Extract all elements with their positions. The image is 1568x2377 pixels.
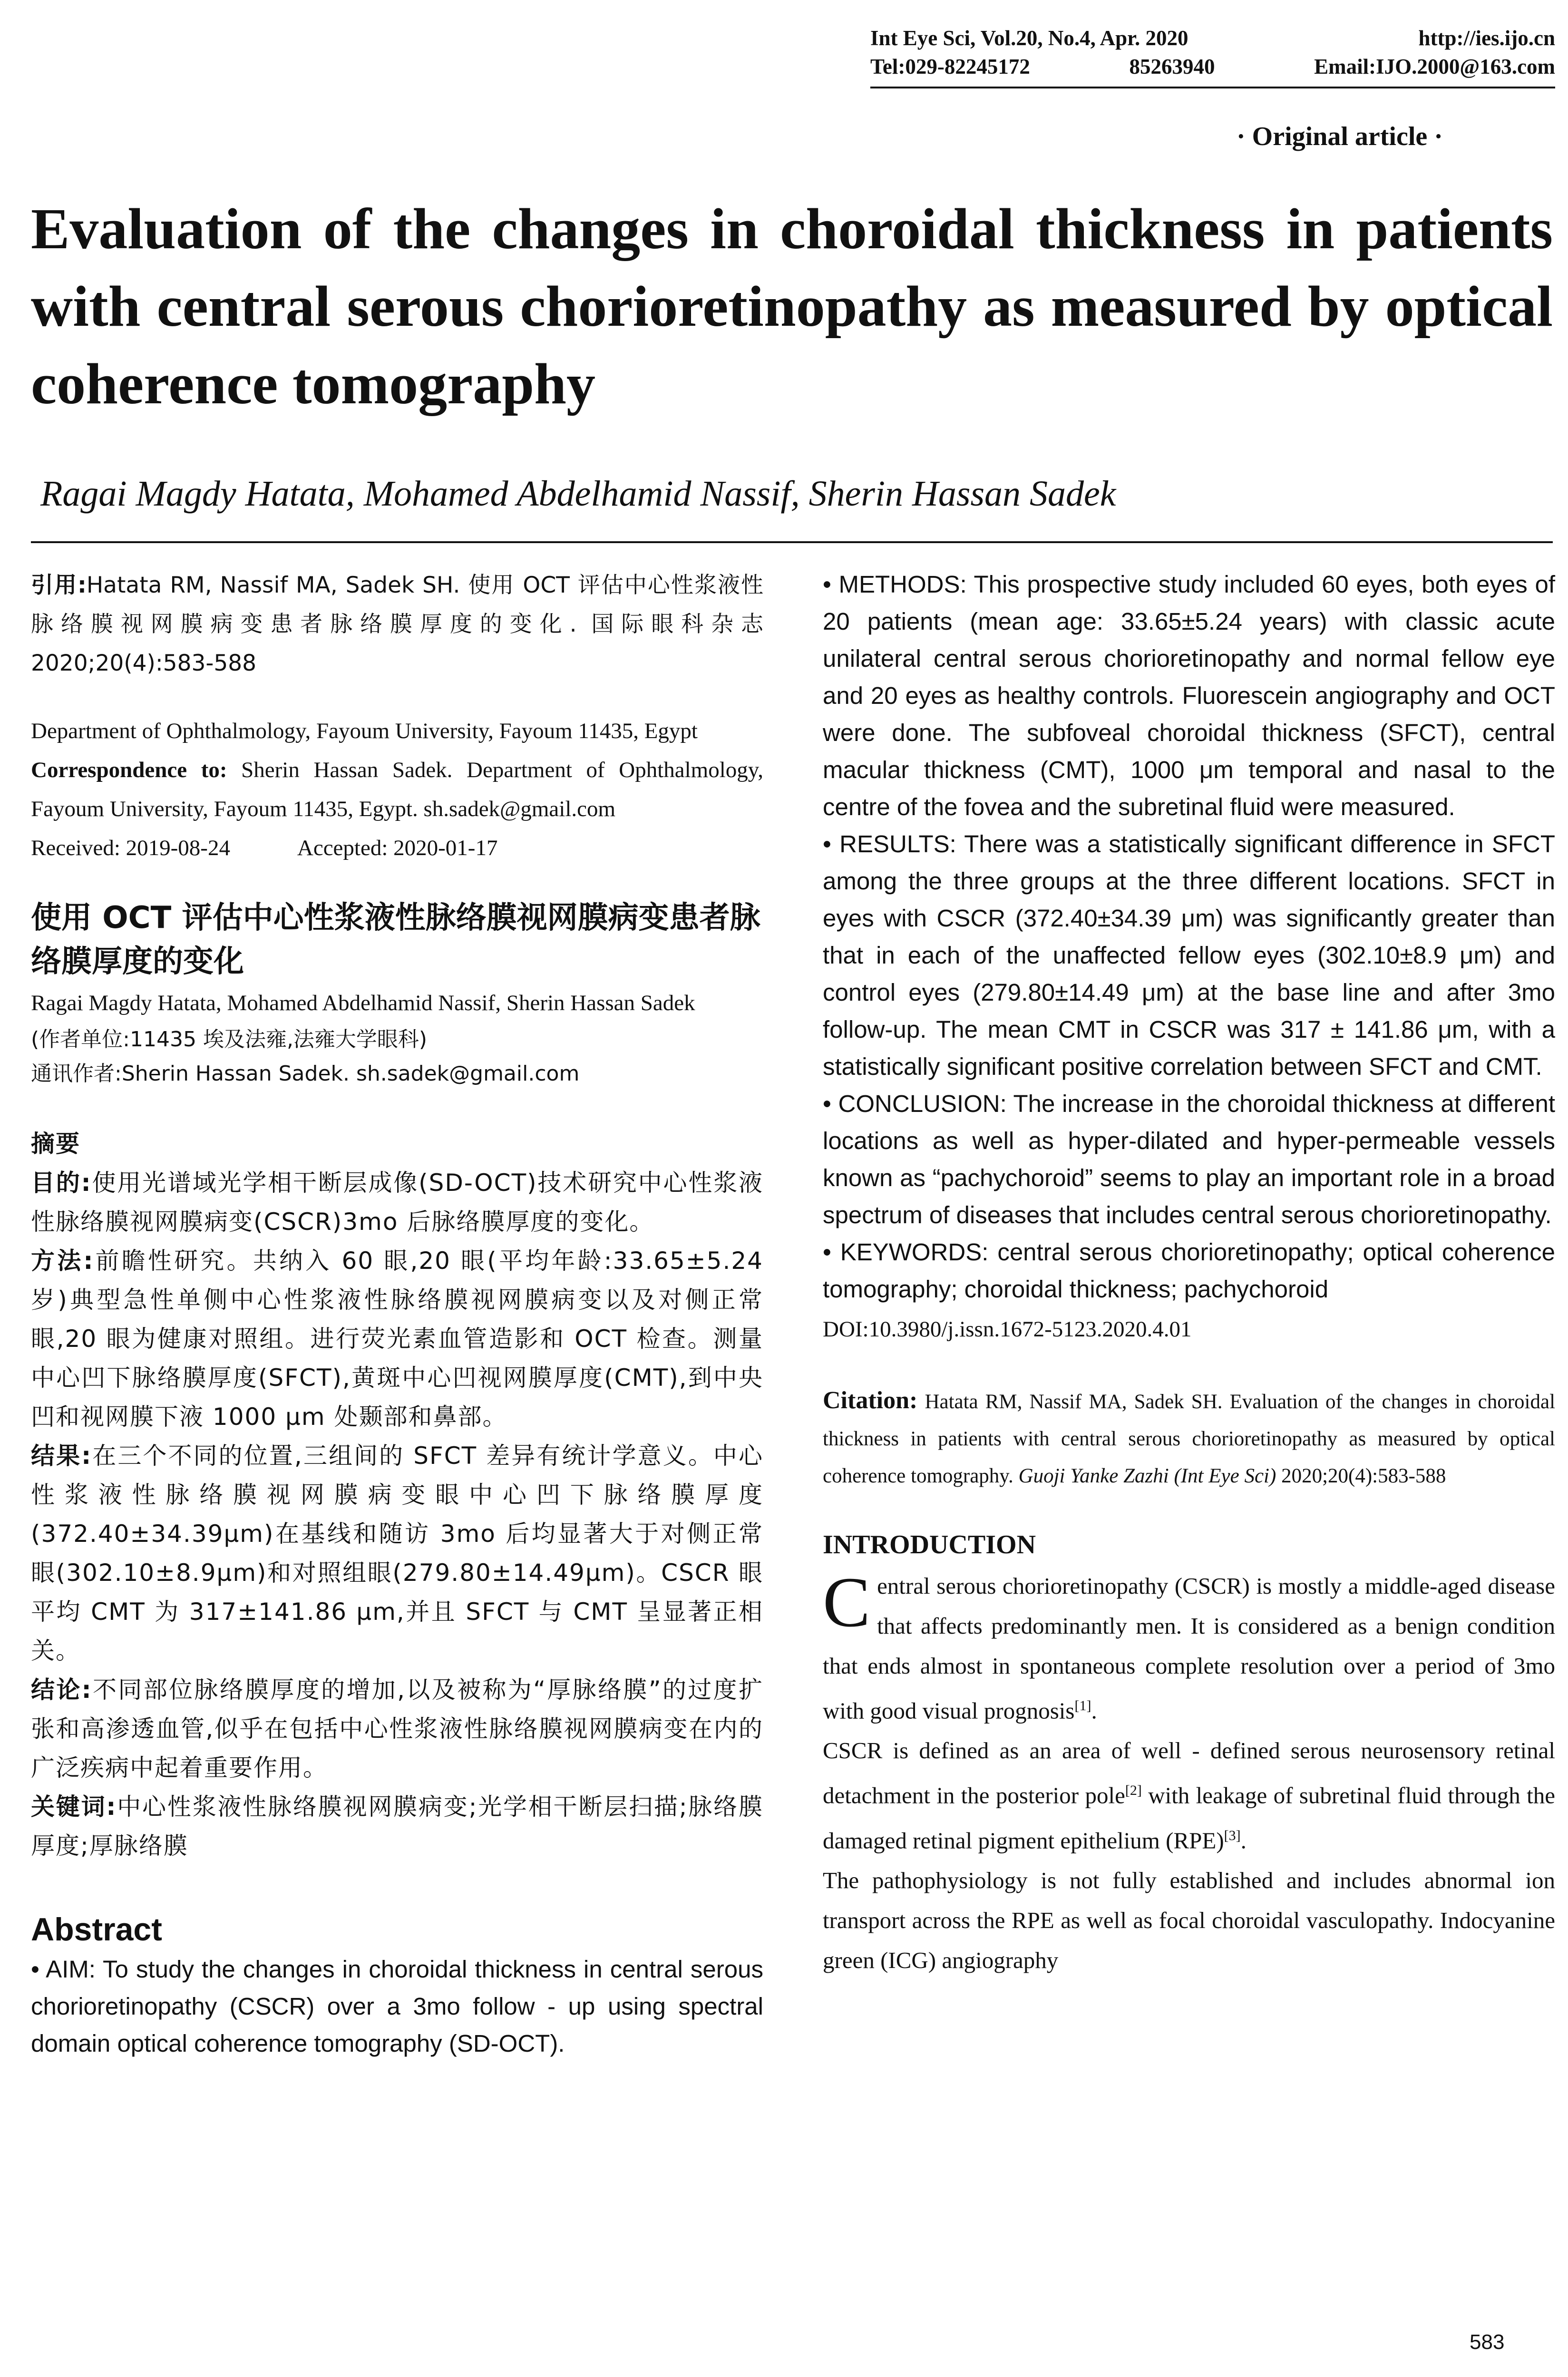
intro-p2a-text: CSCR is defined as an area of well - defined serous neurosensory retinal detachment in the posterior pole — [823, 1737, 1555, 1809]
page-number: 583 — [1470, 2330, 1505, 2354]
title-rule — [31, 541, 1553, 543]
cn-authors: Ragai Magdy Hatata, Mohamed Abdelhamid Nassif, Sherin Hassan Sadek — [31, 991, 695, 1015]
cn-aim-text: 使用光谱域光学相干断层成像(SD-OCT)技术研究中心性浆液性脉络膜视网膜病变(CSCR)3mo 后脉络膜厚度的变化。 — [31, 1169, 763, 1236]
cn-correspondence: 通讯作者:Sherin Hassan Sadek. sh.sadek@gmail.com — [31, 1062, 580, 1086]
cn-conclusion-label: 结论: — [31, 1676, 92, 1704]
citation-text: Hatata RM, Nassif MA, Sadek SH. Evaluation of the changes in choroidal thickness in patients with central serous chorioretinopathy as measured by optical coherence tomography. — [823, 1391, 1556, 1487]
correspondence — [31, 750, 763, 828]
journal-email[interactable]: Email:IJO.2000@163.com — [1314, 55, 1555, 78]
cn-aim — [31, 1163, 763, 1241]
ref-3[interactable]: [3] — [1224, 1827, 1241, 1843]
abstract-keywords: • KEYWORDS: central serous chorioretinopathy; optical coherence tomography; choroidal thickness; pachychoroid — [823, 1238, 1555, 1303]
journal-header — [870, 24, 1555, 81]
intro-heading: INTRODUCTION — [823, 1530, 1036, 1559]
cn-conclusion-text: 不同部位脉络膜厚度的增加,以及被称为“厚脉络膜”的过度扩张和高渗透血管,似乎在包括中心性浆液性脉络膜视网膜病变在内的广泛疾病中起着重要作用。 — [31, 1676, 763, 1782]
citation — [823, 1382, 1555, 1495]
cn-conclusion — [31, 1670, 763, 1787]
dates — [31, 828, 763, 867]
right-column — [823, 566, 1555, 1980]
cn-methods-text: 前瞻性研究。共纳入 60 眼,20 眼(平均年龄:33.65±5.24 岁)典型急性单侧中心性浆液性脉络膜视网膜病变以及对侧正常眼,20 眼为健康对照组。进行荧光素血管造影和 OCT 检查。测量中心凹下脉络膜厚度(SFCT),黄斑中心凹视网膜厚度(CMT),到中央凹和视网膜下液 1000 μm 处颞部和鼻部。 — [31, 1247, 763, 1431]
intro-paragraph-3: The pathophysiology is not fully established and includes abnormal ion transport across the RPE as well as focal choroidal vasculopathy. Indocyanine green (ICG) angiography — [823, 1867, 1555, 1973]
header-rule — [870, 87, 1555, 88]
abstract-methods: • METHODS: This prospective study included 60 eyes, both eyes of 20 patients (mean age: 33.65±5.24 years) with classic acute unilateral central serous chorioretinopathy and normal fellow eye and 20 eyes as healthy controls. Fluorescein angiography and OCT were done. The subfoveal choroidal thickness (SFCT), central macular thickness (CMT), 1000 μm temporal and nasal to the centre of the fovea and the subretinal fluid were measured. — [823, 571, 1555, 820]
cite-label: 引用: — [31, 572, 87, 598]
abstract-heading: Abstract — [31, 1911, 162, 1948]
intro-p1-text: entral serous chorioretinopathy (CSCR) is mostly a middle-aged disease that affects predominantly men. It is considered as a benign condition that ends almost in spontaneous complete resolution over a period of 3mo with good visual prognosis — [823, 1573, 1555, 1724]
cn-methods — [31, 1241, 763, 1436]
cn-aim-label: 目的: — [31, 1169, 92, 1197]
correspondence-text: Sherin Hassan Sadek. Department of Ophthalmology, Fayoum University, Fayoum 11435, Egypt. sh.sadek@gmail.com — [31, 758, 763, 821]
abstract-results: • RESULTS: There was a statistically significant difference in SFCT among the three groups at the three different locations. SFCT in eyes with CSCR (372.40±34.39 μm) was significantly greater than that in each of the unaffected fellow eyes (302.10±8.9 μm) and control eyes (279.80±14.49 μm) at the base line and after 3mo follow-up. The mean CMT in CSCR was 317 ± 141.86 μm, with a statistically significant positive correlation between SFCT and CMT. — [823, 830, 1555, 1080]
cn-results-label: 结果: — [31, 1442, 92, 1470]
abstract-conclusion: • CONCLUSION: The increase in the choroidal thickness at different locations as well as hyper-dilated and hyper-permeable vessels known as “pachychoroid” seems to play an important role in a broad spectrum of diseases that includes central serous chorioretinopathy. — [823, 1090, 1555, 1228]
received-date: Received: 2019-08-24 — [31, 836, 230, 860]
left-column — [31, 566, 763, 2062]
ref-1[interactable]: [1] — [1074, 1698, 1091, 1714]
journal-tel2: 85263940 — [1129, 55, 1215, 78]
cn-keywords — [31, 1787, 763, 1865]
citation-tail: 2020;20(4):583-588 — [1281, 1465, 1446, 1487]
cn-keywords-text: 中心性浆液性脉络膜视网膜病变;光学相干断层扫描;脉络膜厚度;厚脉络膜 — [31, 1793, 763, 1860]
cn-abstract-heading: 摘要 — [31, 1130, 80, 1158]
cn-results — [31, 1436, 763, 1670]
ref-2[interactable]: [2] — [1125, 1783, 1142, 1799]
cn-results-text: 在三个不同的位置,三组间的 SFCT 差异有统计学意义。中心性浆液性脉络膜视网膜病变眼中心凹下脉络膜厚度(372.40±34.39μm)在基线和随访 3mo 后均显著大于对侧正常眼(302.10±8.9μm)和对照组眼(279.80±14.49μm)。CSCR 眼平均 CMT 为 317±141.86 μm,并且 SFCT 与 CMT 呈显著正相关。 — [31, 1442, 763, 1665]
cn-keywords-label: 关键词: — [31, 1793, 117, 1821]
intro-paragraph-1: Central serous chorioretinopathy (CSCR) is mostly a middle-aged disease that affects predominantly men. It is considered as a benign condition that ends almost in spontaneous complete resolution over a period of 3mo with good visual prognosis[1]. — [823, 1563, 1555, 1724]
doi[interactable]: DOI:10.3980/j.issn.1672-5123.2020.4.01 — [823, 1317, 1192, 1342]
cn-title: 使用 OCT 评估中心性浆液性脉络膜视网膜病变患者脉络膜厚度的变化 — [31, 900, 760, 979]
intro-p2b-text: with leakage of subretinal fluid through the damaged retinal pigment epithelium (RPE) — [823, 1782, 1555, 1853]
citation-journal: Guoji Yanke Zazhi (Int Eye Sci) — [1018, 1465, 1276, 1487]
citation-label: Citation: — [823, 1387, 918, 1414]
cite-block — [31, 566, 763, 683]
journal-tel: Tel:029-82245172 — [870, 55, 1030, 78]
article-type: · Original article · — [1237, 122, 1443, 151]
drop-cap: C — [823, 1563, 871, 1642]
author-list: Ragai Magdy Hatata, Mohamed Abdelhamid Nassif, Sherin Hassan Sadek — [40, 474, 1116, 514]
cn-affiliation: (作者单位:11435 埃及法雍,法雍大学眼科) — [31, 1027, 428, 1052]
cite-text: Hatata RM, Nassif MA, Sadek SH. 使用 OCT 评估中心性浆液性脉络膜视网膜病变患者脉络膜厚度的变化. 国际眼科杂志 2020;20(4):583-588 — [31, 572, 764, 676]
journal-url[interactable]: http://ies.ijo.cn — [1418, 26, 1555, 50]
intro-paragraph-2: CSCR is defined as an area of well - defined serous neurosensory retinal detachment in the posterior pole[2] with leakage of subretinal fluid through the damaged retinal pigment epithelium (RPE)[3]. — [823, 1737, 1555, 1853]
accepted-date: Accepted: 2020-01-17 — [297, 836, 498, 860]
abstract-aim: • AIM: To study the changes in choroidal thickness in central serous chorioretinopathy (CSCR) over a 3mo follow - up using spectral domain optical coherence tomography (SD-OCT). — [31, 1956, 763, 2057]
correspondence-label: Correspondence to: — [31, 758, 227, 782]
cn-methods-label: 方法: — [31, 1247, 94, 1275]
journal-citation: Int Eye Sci, Vol.20, No.4, Apr. 2020 — [870, 26, 1188, 50]
article-title: Evaluation of the changes in choroidal thickness in patients with central serous chorioretinopathy as measured by optical coherence tomography — [31, 197, 1553, 416]
department: Department of Ophthalmology, Fayoum University, Fayoum 11435, Egypt — [31, 719, 698, 743]
